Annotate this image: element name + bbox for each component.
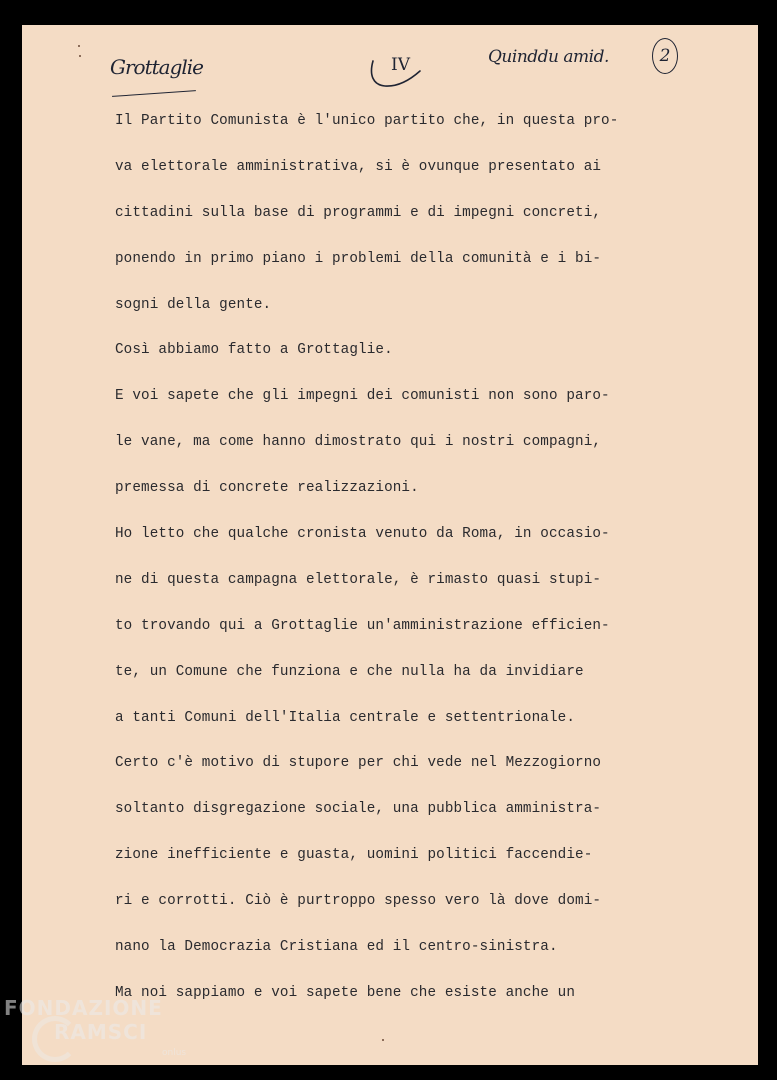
text-line: a tanti Comuni dell'Italia centrale e settentrionale. [115, 709, 576, 726]
text-line: E voi sapete che gli impegni dei comunisti non sono paro- [115, 388, 610, 405]
text-line: ri e corrotti. Ciò è purtroppo spesso vero là dove domi- [115, 893, 602, 910]
document-page [22, 25, 758, 1065]
text-line: Così abbiamo fatto a Grottaglie. [115, 342, 393, 359]
handwritten-underline [112, 90, 196, 98]
text-line: te, un Comune che funziona e che nulla ha da invidiare [115, 663, 584, 680]
handwritten-note-right: Quinddu amid. [488, 47, 609, 67]
text-line: premessa di concrete realizzazioni. [115, 480, 419, 497]
page-number: 2 [652, 38, 678, 74]
text-line: Il Partito Comunista è l'unico partito che, in questa pro- [115, 113, 619, 129]
text-line: nano la Democrazia Cristiana ed il centro-sinistra. [115, 939, 558, 956]
text-line: to trovando qui a Grottaglie un'amministrazione efficien- [115, 617, 610, 634]
text-line: Ho letto che qualche cronista venuto da Roma, in occasio- [115, 526, 610, 543]
watermark-line2: RAMSCI [54, 1020, 148, 1044]
text-line: Ma noi sappiamo e voi sapete bene che esiste anche un [115, 984, 576, 1001]
text-line: le vane, ma come hanno dimostrato qui i nostri compagni, [115, 434, 602, 451]
paper-speck [79, 55, 81, 57]
text-line: cittadini sulla base di programmi e di impegni concreti, [115, 204, 602, 221]
handwritten-note-left: Grottaglie [110, 55, 204, 79]
text-line: ponendo in primo piano i problemi della comunità e i bi- [115, 250, 602, 267]
section-mark [367, 53, 423, 93]
typewritten-text [115, 108, 715, 1026]
text-line: sogni della gente. [115, 296, 272, 313]
section-mark-label: IV [391, 55, 410, 75]
watermark-line1: FONDAZIONE [4, 996, 163, 1020]
paper-speck [382, 1039, 384, 1041]
text-line: Certo c'è motivo di stupore per chi vede nel Mezzogiorno [115, 755, 602, 772]
text-line: va elettorale amministrativa, si è ovunque presentato ai [115, 158, 602, 175]
paper-speck [78, 45, 80, 47]
text-line: soltanto disgregazione sociale, una pubblica amministra- [115, 801, 602, 818]
text-line: zione inefficiente e guasta, uomini politici faccendie- [115, 847, 593, 864]
watermark-logo [4, 996, 204, 1076]
watermark-suffix: onlus [162, 1048, 187, 1058]
text-line: ne di questa campagna elettorale, è rimasto quasi stupi- [115, 571, 602, 588]
